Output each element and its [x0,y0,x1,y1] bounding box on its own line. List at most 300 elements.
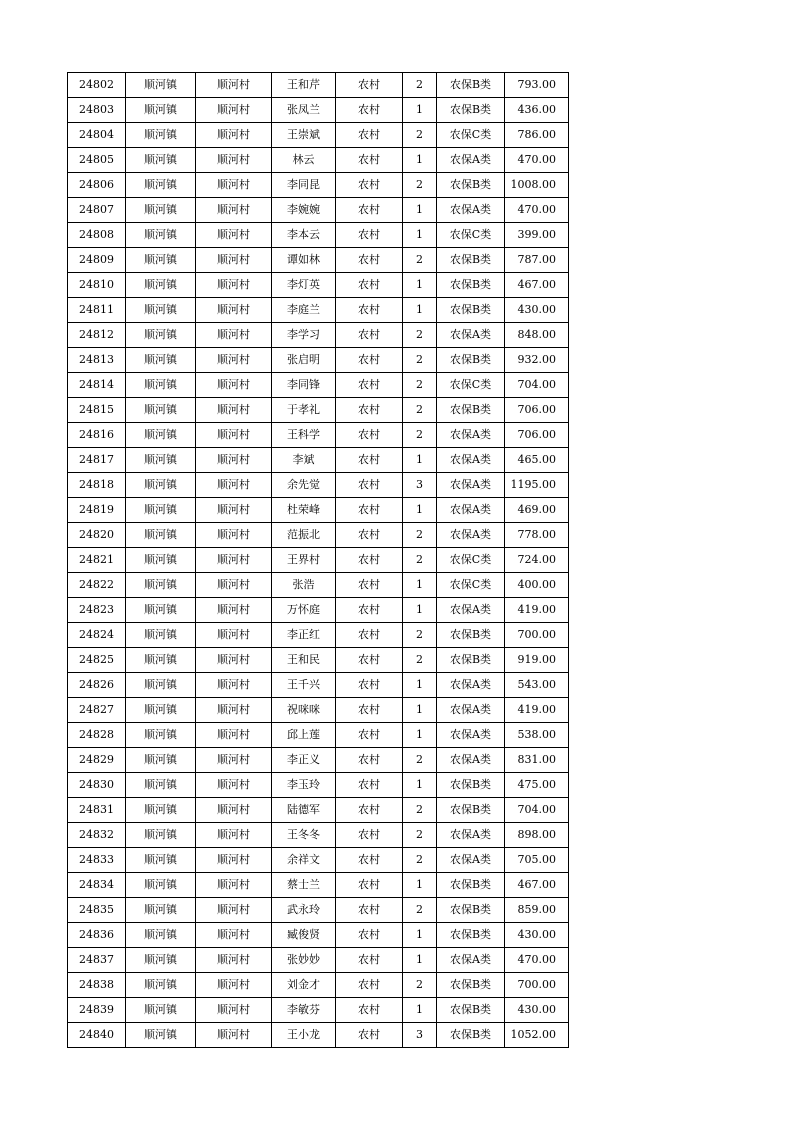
category-cell: 农保B类 [437,898,505,923]
town-cell: 顺河镇 [126,123,196,148]
type-cell: 农村 [336,798,403,823]
town-cell: 顺河镇 [126,148,196,173]
amount-cell: 705.00 [505,848,569,873]
village-cell: 顺河村 [196,123,272,148]
town-cell: 顺河镇 [126,98,196,123]
type-cell: 农村 [336,273,403,298]
name-cell: 李正义 [272,748,336,773]
category-cell: 农保B类 [437,648,505,673]
table-row [68,998,569,1023]
type-cell: 农村 [336,498,403,523]
village-cell: 顺河村 [196,498,272,523]
table-row [68,623,569,648]
count-cell: 1 [403,448,437,473]
amount-cell: 543.00 [505,673,569,698]
serial-cell: 24805 [68,148,126,173]
category-cell: 农保A类 [437,823,505,848]
serial-cell: 24822 [68,573,126,598]
name-cell: 王和民 [272,648,336,673]
category-cell: 农保C类 [437,373,505,398]
count-cell: 1 [403,673,437,698]
serial-cell: 24826 [68,673,126,698]
type-cell: 农村 [336,323,403,348]
village-cell: 顺河村 [196,473,272,498]
count-cell: 2 [403,348,437,373]
amount-cell: 436.00 [505,98,569,123]
count-cell: 2 [403,648,437,673]
table-row [68,223,569,248]
amount-cell: 400.00 [505,573,569,598]
count-cell: 2 [403,973,437,998]
serial-cell: 24809 [68,248,126,273]
amount-cell: 430.00 [505,998,569,1023]
village-cell: 顺河村 [196,573,272,598]
serial-cell: 24838 [68,973,126,998]
village-cell: 顺河村 [196,1023,272,1048]
serial-cell: 24830 [68,773,126,798]
amount-cell: 704.00 [505,798,569,823]
town-cell: 顺河镇 [126,623,196,648]
count-cell: 1 [403,198,437,223]
category-cell: 农保B类 [437,998,505,1023]
amount-cell: 700.00 [505,623,569,648]
count-cell: 2 [403,848,437,873]
table-row [68,323,569,348]
type-cell: 农村 [336,173,403,198]
table-row [68,548,569,573]
category-cell: 农保A类 [437,598,505,623]
serial-cell: 24836 [68,923,126,948]
table-row [68,923,569,948]
type-cell: 农村 [336,223,403,248]
type-cell: 农村 [336,948,403,973]
table-row [68,798,569,823]
serial-cell: 24825 [68,648,126,673]
town-cell: 顺河镇 [126,723,196,748]
count-cell: 2 [403,423,437,448]
table-row [68,973,569,998]
name-cell: 张浩 [272,573,336,598]
category-cell: 农保C类 [437,573,505,598]
amount-cell: 470.00 [505,148,569,173]
amount-cell: 932.00 [505,348,569,373]
name-cell: 杜荣峰 [272,498,336,523]
town-cell: 顺河镇 [126,323,196,348]
amount-cell: 419.00 [505,698,569,723]
count-cell: 1 [403,598,437,623]
category-cell: 农保B类 [437,398,505,423]
table-row [68,423,569,448]
amount-cell: 467.00 [505,873,569,898]
name-cell: 陆德军 [272,798,336,823]
amount-cell: 831.00 [505,748,569,773]
serial-cell: 24804 [68,123,126,148]
amount-cell: 469.00 [505,498,569,523]
town-cell: 顺河镇 [126,498,196,523]
category-cell: 农保A类 [437,323,505,348]
count-cell: 2 [403,323,437,348]
count-cell: 1 [403,923,437,948]
village-cell: 顺河村 [196,748,272,773]
name-cell: 林云 [272,148,336,173]
village-cell: 顺河村 [196,73,272,98]
category-cell: 农保A类 [437,448,505,473]
amount-cell: 430.00 [505,298,569,323]
type-cell: 农村 [336,673,403,698]
type-cell: 农村 [336,898,403,923]
village-cell: 顺河村 [196,523,272,548]
name-cell: 李同昆 [272,173,336,198]
table-row [68,248,569,273]
category-cell: 农保B类 [437,973,505,998]
serial-cell: 24819 [68,498,126,523]
count-cell: 1 [403,773,437,798]
category-cell: 农保A类 [437,498,505,523]
name-cell: 李灯英 [272,273,336,298]
name-cell: 李同锋 [272,373,336,398]
town-cell: 顺河镇 [126,823,196,848]
town-cell: 顺河镇 [126,198,196,223]
category-cell: 农保B类 [437,73,505,98]
type-cell: 农村 [336,998,403,1023]
village-cell: 顺河村 [196,448,272,473]
amount-cell: 538.00 [505,723,569,748]
town-cell: 顺河镇 [126,973,196,998]
count-cell: 1 [403,873,437,898]
name-cell: 李敏芬 [272,998,336,1023]
table-row [68,1023,569,1048]
table-row [68,123,569,148]
count-cell: 2 [403,248,437,273]
town-cell: 顺河镇 [126,698,196,723]
category-cell: 农保A类 [437,198,505,223]
count-cell: 1 [403,998,437,1023]
table-row [68,948,569,973]
village-cell: 顺河村 [196,723,272,748]
category-cell: 农保B类 [437,98,505,123]
serial-cell: 24839 [68,998,126,1023]
category-cell: 农保C类 [437,223,505,248]
name-cell: 张妙妙 [272,948,336,973]
village-cell: 顺河村 [196,898,272,923]
table-row [68,448,569,473]
category-cell: 农保B类 [437,1023,505,1048]
name-cell: 刘金才 [272,973,336,998]
amount-cell: 470.00 [505,948,569,973]
village-cell: 顺河村 [196,798,272,823]
town-cell: 顺河镇 [126,473,196,498]
serial-cell: 24808 [68,223,126,248]
town-cell: 顺河镇 [126,298,196,323]
amount-cell: 898.00 [505,823,569,848]
type-cell: 农村 [336,248,403,273]
serial-cell: 24833 [68,848,126,873]
serial-cell: 24811 [68,298,126,323]
type-cell: 农村 [336,198,403,223]
serial-cell: 24821 [68,548,126,573]
type-cell: 农村 [336,823,403,848]
name-cell: 李学习 [272,323,336,348]
type-cell: 农村 [336,473,403,498]
village-cell: 顺河村 [196,373,272,398]
category-cell: 农保A类 [437,948,505,973]
table-row [68,673,569,698]
table-row [68,273,569,298]
count-cell: 2 [403,373,437,398]
serial-cell: 24814 [68,373,126,398]
name-cell: 余先觉 [272,473,336,498]
table-row [68,748,569,773]
category-cell: 农保A类 [437,523,505,548]
type-cell: 农村 [336,298,403,323]
serial-cell: 24837 [68,948,126,973]
name-cell: 张启明 [272,348,336,373]
table-row [68,348,569,373]
serial-cell: 24803 [68,98,126,123]
type-cell: 农村 [336,773,403,798]
town-cell: 顺河镇 [126,423,196,448]
table-row [68,173,569,198]
category-cell: 农保A类 [437,148,505,173]
count-cell: 2 [403,623,437,648]
amount-cell: 787.00 [505,248,569,273]
amount-cell: 704.00 [505,373,569,398]
type-cell: 农村 [336,1023,403,1048]
count-cell: 1 [403,723,437,748]
name-cell: 范振北 [272,523,336,548]
village-cell: 顺河村 [196,698,272,723]
amount-cell: 700.00 [505,973,569,998]
village-cell: 顺河村 [196,648,272,673]
table-row [68,148,569,173]
village-cell: 顺河村 [196,673,272,698]
category-cell: 农保B类 [437,798,505,823]
town-cell: 顺河镇 [126,748,196,773]
village-cell: 顺河村 [196,823,272,848]
village-cell: 顺河村 [196,198,272,223]
table-row [68,848,569,873]
type-cell: 农村 [336,698,403,723]
category-cell: 农保B类 [437,273,505,298]
amount-cell: 430.00 [505,923,569,948]
name-cell: 祝咪咪 [272,698,336,723]
category-cell: 农保A类 [437,473,505,498]
serial-cell: 24823 [68,598,126,623]
count-cell: 1 [403,948,437,973]
table-row [68,898,569,923]
table-row [68,298,569,323]
village-cell: 顺河村 [196,148,272,173]
type-cell: 农村 [336,598,403,623]
serial-cell: 24807 [68,198,126,223]
serial-cell: 24835 [68,898,126,923]
town-cell: 顺河镇 [126,948,196,973]
village-cell: 顺河村 [196,923,272,948]
town-cell: 顺河镇 [126,673,196,698]
count-cell: 1 [403,698,437,723]
table-row [68,598,569,623]
village-cell: 顺河村 [196,223,272,248]
table-row [68,198,569,223]
serial-cell: 24827 [68,698,126,723]
town-cell: 顺河镇 [126,598,196,623]
serial-cell: 24818 [68,473,126,498]
type-cell: 农村 [336,548,403,573]
amount-cell: 475.00 [505,773,569,798]
count-cell: 2 [403,823,437,848]
count-cell: 2 [403,123,437,148]
village-cell: 顺河村 [196,273,272,298]
type-cell: 农村 [336,398,403,423]
village-cell: 顺河村 [196,623,272,648]
table-row [68,523,569,548]
count-cell: 1 [403,573,437,598]
town-cell: 顺河镇 [126,398,196,423]
town-cell: 顺河镇 [126,848,196,873]
amount-cell: 786.00 [505,123,569,148]
name-cell: 臧俊贤 [272,923,336,948]
name-cell: 余祥文 [272,848,336,873]
village-cell: 顺河村 [196,323,272,348]
name-cell: 李正红 [272,623,336,648]
table-row [68,373,569,398]
town-cell: 顺河镇 [126,73,196,98]
amount-cell: 470.00 [505,198,569,223]
town-cell: 顺河镇 [126,523,196,548]
amount-cell: 859.00 [505,898,569,923]
town-cell: 顺河镇 [126,373,196,398]
type-cell: 农村 [336,573,403,598]
count-cell: 2 [403,898,437,923]
count-cell: 2 [403,398,437,423]
type-cell: 农村 [336,848,403,873]
table-body [68,73,569,1048]
village-cell: 顺河村 [196,173,272,198]
town-cell: 顺河镇 [126,873,196,898]
serial-cell: 24832 [68,823,126,848]
serial-cell: 24812 [68,323,126,348]
category-cell: 农保B类 [437,623,505,648]
town-cell: 顺河镇 [126,1023,196,1048]
category-cell: 农保B类 [437,298,505,323]
name-cell: 李庭兰 [272,298,336,323]
type-cell: 农村 [336,723,403,748]
category-cell: 农保B类 [437,173,505,198]
count-cell: 2 [403,748,437,773]
town-cell: 顺河镇 [126,173,196,198]
table-row [68,723,569,748]
category-cell: 农保B类 [437,248,505,273]
village-cell: 顺河村 [196,948,272,973]
name-cell: 谭如林 [272,248,336,273]
town-cell: 顺河镇 [126,273,196,298]
town-cell: 顺河镇 [126,898,196,923]
category-cell: 农保A类 [437,673,505,698]
count-cell: 3 [403,1023,437,1048]
town-cell: 顺河镇 [126,223,196,248]
table-row [68,773,569,798]
serial-cell: 24810 [68,273,126,298]
town-cell: 顺河镇 [126,548,196,573]
name-cell: 王界村 [272,548,336,573]
serial-cell: 24834 [68,873,126,898]
town-cell: 顺河镇 [126,648,196,673]
data-table [67,72,569,1048]
category-cell: 农保A类 [437,848,505,873]
town-cell: 顺河镇 [126,798,196,823]
count-cell: 2 [403,173,437,198]
table-row [68,873,569,898]
amount-cell: 1008.00 [505,173,569,198]
type-cell: 农村 [336,748,403,773]
town-cell: 顺河镇 [126,248,196,273]
type-cell: 农村 [336,923,403,948]
type-cell: 农村 [336,348,403,373]
village-cell: 顺河村 [196,873,272,898]
count-cell: 1 [403,498,437,523]
name-cell: 李玉玲 [272,773,336,798]
type-cell: 农村 [336,448,403,473]
count-cell: 1 [403,148,437,173]
town-cell: 顺河镇 [126,923,196,948]
name-cell: 王冬冬 [272,823,336,848]
village-cell: 顺河村 [196,348,272,373]
count-cell: 2 [403,523,437,548]
count-cell: 2 [403,798,437,823]
type-cell: 农村 [336,98,403,123]
category-cell: 农保A类 [437,748,505,773]
serial-cell: 24831 [68,798,126,823]
village-cell: 顺河村 [196,423,272,448]
count-cell: 1 [403,223,437,248]
amount-cell: 793.00 [505,73,569,98]
category-cell: 农保B类 [437,873,505,898]
type-cell: 农村 [336,973,403,998]
table-row [68,398,569,423]
village-cell: 顺河村 [196,998,272,1023]
amount-cell: 399.00 [505,223,569,248]
serial-cell: 24840 [68,1023,126,1048]
amount-cell: 1195.00 [505,473,569,498]
category-cell: 农保A类 [437,423,505,448]
name-cell: 李本云 [272,223,336,248]
category-cell: 农保A类 [437,723,505,748]
village-cell: 顺河村 [196,973,272,998]
table-row [68,698,569,723]
name-cell: 于孝礼 [272,398,336,423]
name-cell: 王千兴 [272,673,336,698]
type-cell: 农村 [336,148,403,173]
name-cell: 武永玲 [272,898,336,923]
name-cell: 蔡士兰 [272,873,336,898]
table-row [68,498,569,523]
name-cell: 王科学 [272,423,336,448]
table-row [68,473,569,498]
town-cell: 顺河镇 [126,348,196,373]
amount-cell: 778.00 [505,523,569,548]
serial-cell: 24816 [68,423,126,448]
village-cell: 顺河村 [196,598,272,623]
table-row [68,573,569,598]
amount-cell: 1052.00 [505,1023,569,1048]
town-cell: 顺河镇 [126,998,196,1023]
amount-cell: 706.00 [505,398,569,423]
type-cell: 农村 [336,73,403,98]
name-cell: 李婉婉 [272,198,336,223]
amount-cell: 706.00 [505,423,569,448]
serial-cell: 24824 [68,623,126,648]
village-cell: 顺河村 [196,98,272,123]
